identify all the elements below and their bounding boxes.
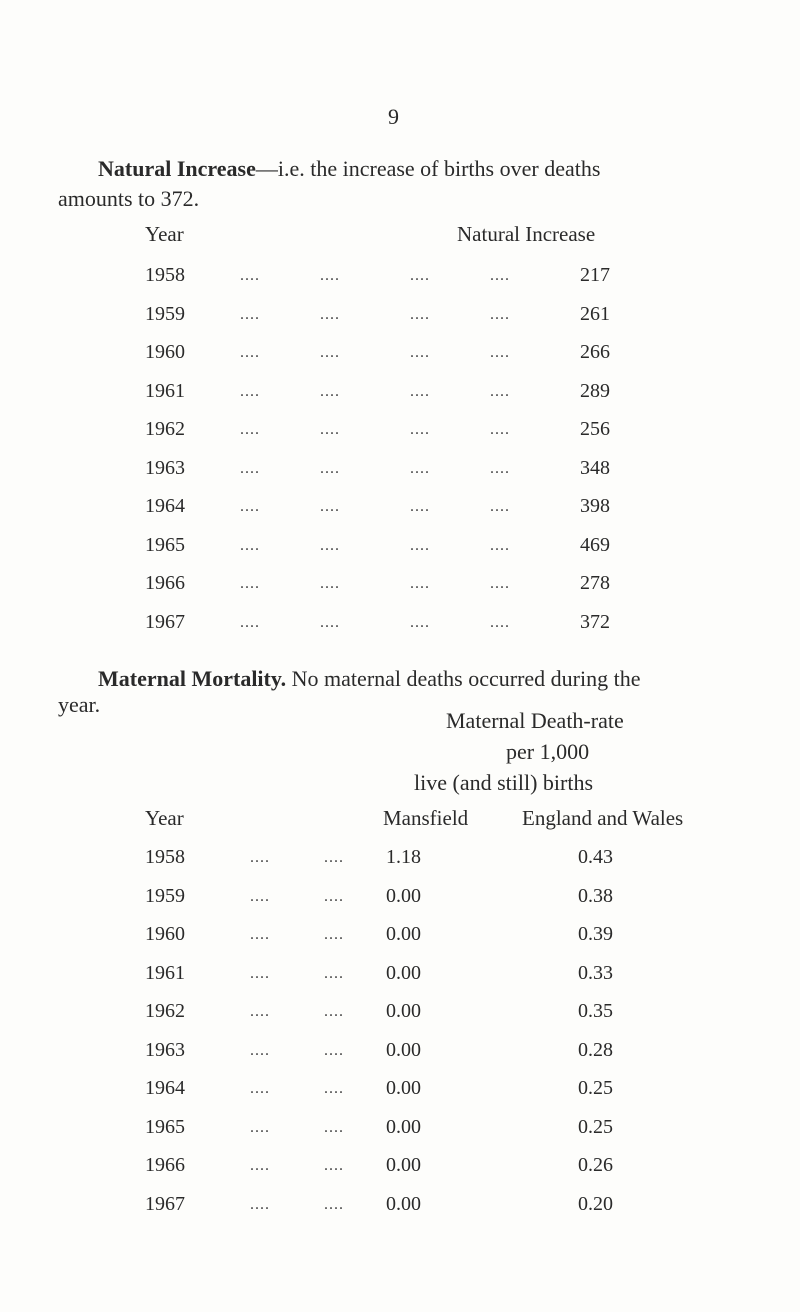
year-cell: 1962 <box>145 1000 185 1022</box>
leader-dots: .... <box>490 305 510 323</box>
leader-dots: .... <box>240 613 260 631</box>
leader-dots: .... <box>250 964 270 982</box>
leader-dots: .... <box>490 267 510 284</box>
natural-increase-value: 256 <box>580 418 610 440</box>
year-cell: 1958 <box>145 846 185 868</box>
year-cell: 1963 <box>145 1038 185 1061</box>
leader-dots: .... <box>324 887 344 905</box>
england-wales-rate: 0.33 <box>578 961 613 984</box>
natural-increase-value: 469 <box>580 533 610 556</box>
leader-dots: .... <box>490 344 510 361</box>
leader-dots: .... <box>320 575 340 592</box>
natural-increase-value: 278 <box>580 572 610 594</box>
leader-dots: .... <box>490 536 510 554</box>
natural-increase-heading: Natural Increase <box>98 156 256 181</box>
mansfield-rate: 0.00 <box>386 961 421 984</box>
year-cell: 1966 <box>145 572 185 594</box>
natural-increase-text: —i.e. the increase of births over deaths <box>255 156 601 181</box>
leader-dots: .... <box>250 1080 270 1097</box>
england-wales-rate: 0.38 <box>578 884 613 907</box>
leader-dots: .... <box>324 1118 344 1136</box>
england-wales-rate: 0.25 <box>578 1077 613 1099</box>
leader-dots: .... <box>490 382 510 400</box>
maternal-mortality-text: No maternal deaths occurred during the <box>291 666 641 691</box>
leader-dots: .... <box>410 344 430 361</box>
england-wales-rate: 0.28 <box>578 1038 613 1061</box>
year-cell: 1964 <box>145 495 185 517</box>
death-rate-subheading-2: per 1,000 <box>506 739 590 764</box>
leader-dots: .... <box>410 382 430 400</box>
leader-dots: .... <box>320 536 340 554</box>
mansfield-rate: 1.18 <box>386 846 421 868</box>
maternal-col-mansfield: Mansfield <box>383 806 469 830</box>
leader-dots: .... <box>324 1080 344 1097</box>
leader-dots: .... <box>490 421 510 438</box>
leader-dots: .... <box>490 613 510 631</box>
leader-dots: .... <box>320 613 340 631</box>
leader-dots: .... <box>250 926 270 943</box>
leader-dots: .... <box>320 498 340 515</box>
natural-increase-col-year: Year <box>145 222 184 246</box>
mansfield-rate: 0.00 <box>386 923 421 945</box>
year-cell: 1958 <box>145 264 185 286</box>
death-rate-subheading-3: live (and still) births <box>414 770 594 795</box>
leader-dots: .... <box>490 575 510 592</box>
page-number: 9 <box>388 104 399 129</box>
year-cell: 1959 <box>145 302 185 325</box>
mansfield-rate: 0.00 <box>386 1038 421 1061</box>
year-cell: 1962 <box>145 418 185 440</box>
leader-dots: .... <box>410 421 430 438</box>
mansfield-rate: 0.00 <box>386 884 421 907</box>
natural-increase-col-value: Natural Increase <box>457 222 596 246</box>
natural-increase-value: 398 <box>580 495 610 517</box>
maternal-mortality-text-continued: year. <box>58 692 101 717</box>
leader-dots: .... <box>324 849 344 866</box>
leader-dots: .... <box>324 964 344 982</box>
maternal-col-england-wales: England and Wales <box>522 806 684 830</box>
natural-increase-value: 372 <box>580 610 610 633</box>
leader-dots: .... <box>240 344 260 361</box>
leader-dots: .... <box>490 459 510 477</box>
year-cell: 1966 <box>145 1154 185 1176</box>
year-cell: 1964 <box>145 1077 185 1099</box>
leader-dots: .... <box>240 267 260 284</box>
natural-increase-paragraph <box>98 154 600 184</box>
mansfield-rate: 0.00 <box>386 1077 421 1099</box>
natural-increase-text-continued: amounts to 372. <box>58 186 200 211</box>
year-cell: 1961 <box>145 961 185 984</box>
leader-dots: .... <box>324 1157 344 1174</box>
leader-dots: .... <box>240 498 260 515</box>
leader-dots: .... <box>240 382 260 400</box>
natural-increase-value: 261 <box>580 302 610 325</box>
leader-dots: .... <box>410 613 430 631</box>
year-cell: 1963 <box>145 456 185 479</box>
natural-increase-value: 266 <box>580 341 610 363</box>
mansfield-rate: 0.00 <box>386 1000 421 1022</box>
england-wales-rate: 0.39 <box>578 923 613 945</box>
leader-dots: .... <box>320 305 340 323</box>
leader-dots: .... <box>320 382 340 400</box>
leader-dots: .... <box>240 421 260 438</box>
leader-dots: .... <box>324 1003 344 1020</box>
year-cell: 1967 <box>145 1192 185 1215</box>
leader-dots: .... <box>320 267 340 284</box>
leader-dots: .... <box>490 498 510 515</box>
england-wales-rate: 0.26 <box>578 1154 613 1176</box>
leader-dots: .... <box>410 575 430 592</box>
leader-dots: .... <box>324 926 344 943</box>
leader-dots: .... <box>320 344 340 361</box>
leader-dots: .... <box>250 1003 270 1020</box>
leader-dots: .... <box>240 536 260 554</box>
maternal-mortality-heading: Maternal Mortality. <box>98 666 287 691</box>
leader-dots: .... <box>410 267 430 284</box>
leader-dots: .... <box>250 887 270 905</box>
leader-dots: .... <box>240 305 260 323</box>
mansfield-rate: 0.00 <box>386 1192 421 1215</box>
year-cell: 1965 <box>145 1115 185 1138</box>
england-wales-rate: 0.43 <box>578 846 613 868</box>
maternal-mortality-paragraph <box>58 664 640 694</box>
leader-dots: .... <box>250 1041 270 1059</box>
leader-dots: .... <box>250 1118 270 1136</box>
maternal-col-year: Year <box>145 806 184 830</box>
leader-dots: .... <box>410 498 430 515</box>
year-cell: 1967 <box>145 610 185 633</box>
year-cell: 1960 <box>145 341 185 363</box>
natural-increase-value: 348 <box>580 456 610 479</box>
leader-dots: .... <box>410 459 430 477</box>
mansfield-rate: 0.00 <box>386 1115 421 1138</box>
mansfield-rate: 0.00 <box>386 1154 421 1176</box>
leader-dots: .... <box>250 1195 270 1213</box>
leader-dots: .... <box>240 575 260 592</box>
leader-dots: .... <box>324 1041 344 1059</box>
leader-dots: .... <box>240 459 260 477</box>
natural-increase-value: 289 <box>580 379 610 402</box>
year-cell: 1961 <box>145 379 185 402</box>
leader-dots: .... <box>410 305 430 323</box>
england-wales-rate: 0.25 <box>578 1115 613 1138</box>
leader-dots: .... <box>320 459 340 477</box>
year-cell: 1960 <box>145 923 185 945</box>
leader-dots: .... <box>320 421 340 438</box>
leader-dots: .... <box>250 849 270 866</box>
year-cell: 1965 <box>145 533 185 556</box>
natural-increase-value: 217 <box>580 264 610 286</box>
leader-dots: .... <box>250 1157 270 1174</box>
leader-dots: .... <box>324 1195 344 1213</box>
year-cell: 1959 <box>145 884 185 907</box>
death-rate-subheading-1: Maternal Death-rate <box>446 708 624 733</box>
england-wales-rate: 0.35 <box>578 1000 613 1022</box>
leader-dots: .... <box>410 536 430 554</box>
england-wales-rate: 0.20 <box>578 1192 613 1215</box>
